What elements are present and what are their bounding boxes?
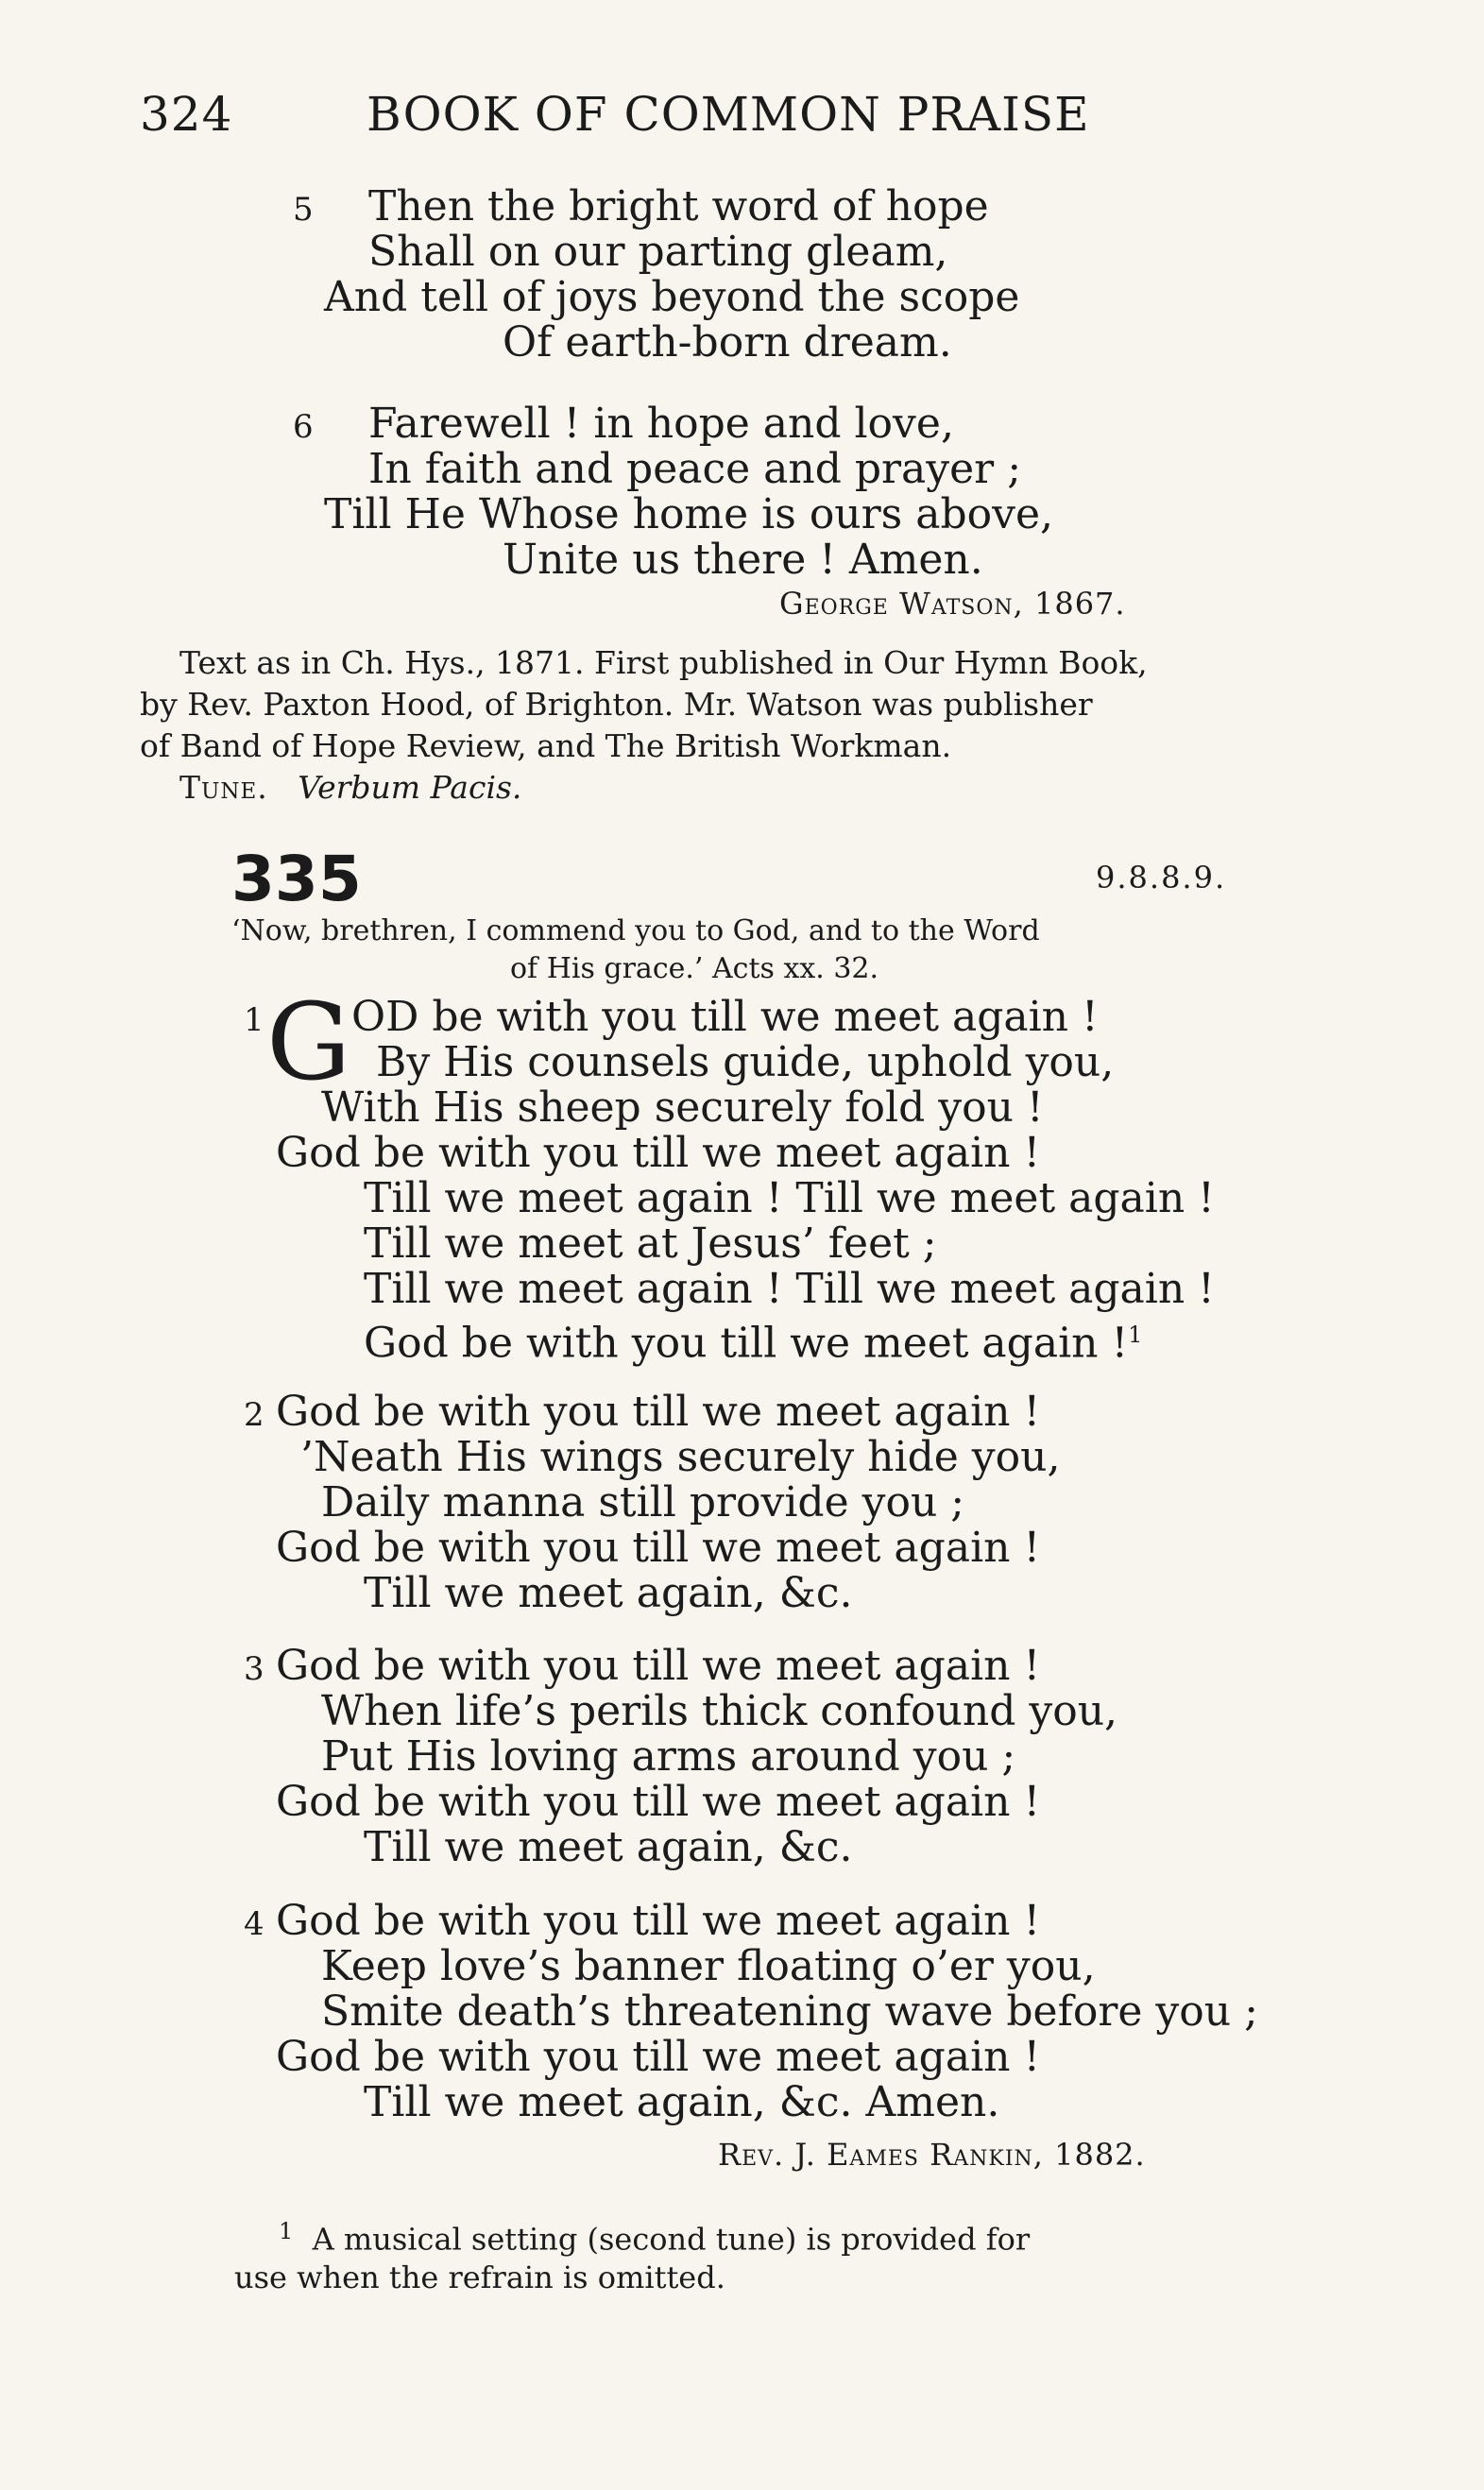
page-number: 324 bbox=[140, 87, 233, 142]
stanza-number: 4 bbox=[244, 1905, 264, 1943]
tune-line bbox=[179, 767, 521, 809]
note-line: Text as in Ch. Hys., 1871. First published in Our Hymn Book, bbox=[179, 644, 1148, 681]
stanza-number: 6 bbox=[293, 408, 314, 446]
verse-line: Shall on our parting gleam, bbox=[368, 228, 948, 276]
epigraph-line: ‘Now, brethren, I commend you to God, and to the Word bbox=[231, 914, 1040, 947]
hymn-meter: 9.8.8.9. bbox=[1096, 860, 1227, 895]
footnote-line: use when the refrain is omitted. bbox=[234, 2260, 725, 2295]
verse-line bbox=[364, 1312, 1142, 1367]
verse-line: Keep love’s banner floating o’er you, bbox=[321, 1942, 1096, 1990]
note-line: by Rev. Paxton Hood, of Brighton. Mr. Watson was publisher bbox=[140, 686, 1093, 723]
verse-line: OD be with you till we meet again ! bbox=[351, 993, 1099, 1041]
stanza-number: 3 bbox=[244, 1650, 264, 1688]
footnote-marker: 1 bbox=[1128, 1322, 1143, 1348]
verse-line: God be with you till we meet again ! bbox=[276, 1897, 1041, 1945]
verse-line: Put His loving arms around you ; bbox=[321, 1732, 1016, 1781]
verse-line: By His counsels guide, uphold you, bbox=[376, 1038, 1115, 1086]
epigraph-line: of His grace.’ Acts xx. 32. bbox=[510, 952, 879, 985]
footnote-text: A musical setting (second tune) is provided for bbox=[312, 2221, 1031, 2258]
verse-line: Unite us there ! Amen. bbox=[503, 536, 983, 584]
verse-line: In faith and peace and prayer ; bbox=[368, 445, 1022, 493]
verse-line: Daily manna still provide you ; bbox=[321, 1478, 965, 1526]
verse-line: Smite death’s threatening wave before you ; bbox=[321, 1987, 1258, 2036]
page-header bbox=[140, 87, 1090, 142]
verse-line: With His sheep securely fold you ! bbox=[321, 1083, 1044, 1132]
verse-line: Then the bright word of hope bbox=[368, 182, 989, 230]
verse-line: When life’s perils thick confound you, bbox=[321, 1687, 1118, 1735]
verse-line: God be with you till we meet again ! bbox=[276, 2033, 1041, 2081]
footnote-marker: 1 bbox=[279, 2218, 294, 2244]
hymn-number: 335 bbox=[231, 843, 362, 915]
verse-line: Till we meet again, &c. Amen. bbox=[364, 2078, 1000, 2126]
drop-capital: G bbox=[266, 981, 351, 1104]
book-title: BOOK OF COMMON PRAISE bbox=[367, 87, 1090, 142]
stanza-number: 5 bbox=[293, 191, 314, 229]
verse-line: God be with you till we meet again ! bbox=[276, 1642, 1041, 1690]
tune-name: Verbum Pacis. bbox=[298, 769, 522, 806]
verse-text: God be with you till we meet again ! bbox=[364, 1319, 1129, 1368]
verse-line: God be with you till we meet again ! bbox=[276, 1129, 1041, 1177]
verse-line: Farewell ! in hope and love, bbox=[368, 400, 954, 448]
note-line: of Band of Hope Review, and The British Workman. bbox=[140, 727, 952, 764]
verse-line: And tell of joys beyond the scope bbox=[324, 273, 1020, 321]
tune-label: Tune. bbox=[179, 769, 268, 806]
hymn-author: Rev. J. Eames Rankin, 1882. bbox=[718, 2137, 1146, 2173]
verse-line: Till we meet again, &c. bbox=[364, 1823, 853, 1871]
verse-line: Till He Whose home is ours above, bbox=[324, 490, 1054, 538]
verse-line: Till we meet again ! Till we meet again ! bbox=[364, 1265, 1215, 1313]
verse-line: Till we meet again, &c. bbox=[364, 1569, 853, 1617]
verse-line: God be with you till we meet again ! bbox=[276, 1388, 1041, 1436]
verse-line: Till we meet at Jesus’ feet ; bbox=[364, 1219, 937, 1268]
verse-line: Till we meet again ! Till we meet again ! bbox=[364, 1174, 1215, 1222]
verse-line: Of earth-born dream. bbox=[503, 318, 952, 367]
verse-line: God be with you till we meet again ! bbox=[276, 1524, 1041, 1572]
prev-author: George Watson, 1867. bbox=[779, 586, 1126, 622]
footnote-line bbox=[279, 2218, 1030, 2258]
stanza-number: 1 bbox=[244, 1001, 264, 1039]
verse-line: God be with you till we meet again ! bbox=[276, 1778, 1041, 1826]
stanza-number: 2 bbox=[244, 1396, 264, 1434]
verse-line: ’Neath His wings securely hide you, bbox=[300, 1433, 1061, 1481]
